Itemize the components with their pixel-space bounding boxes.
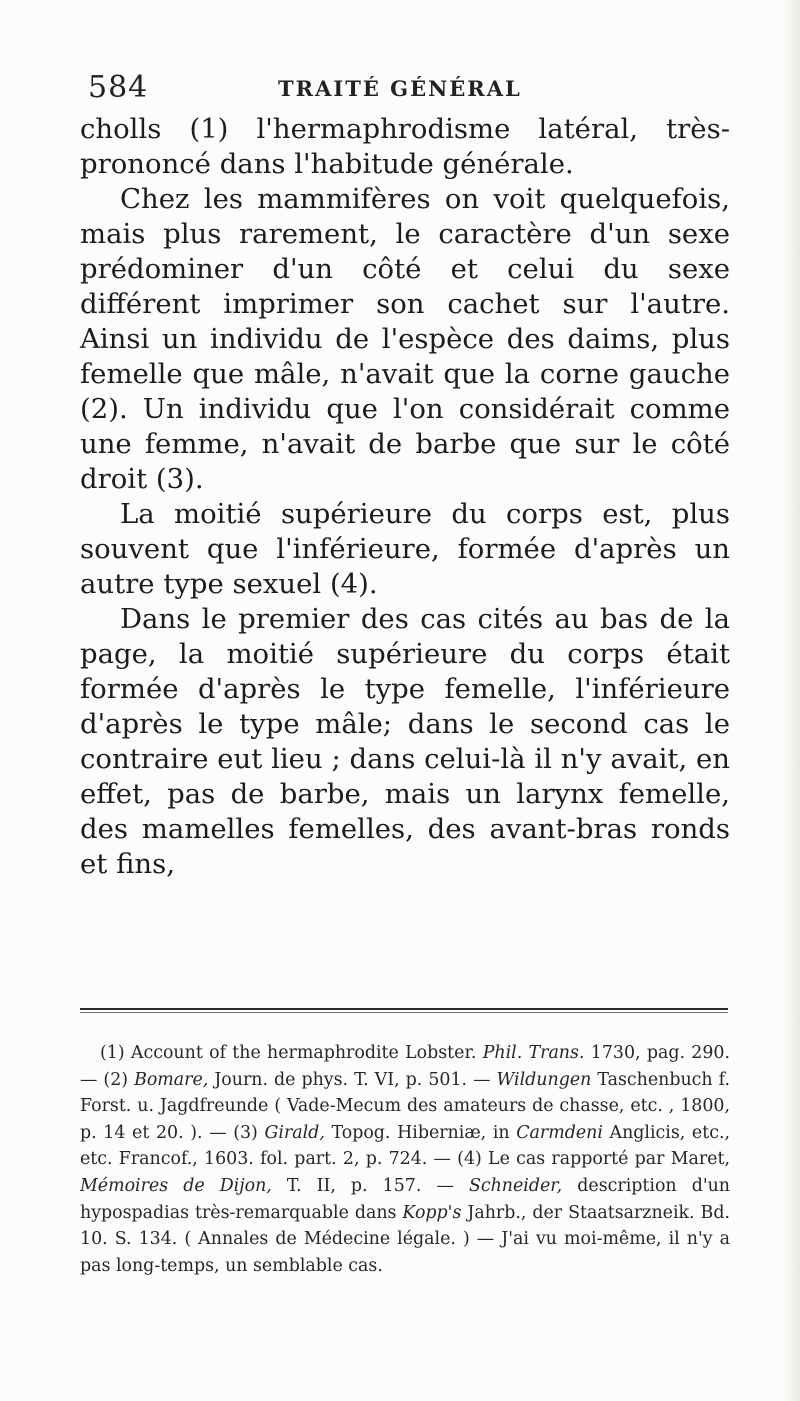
paragraph-1: cholls (1) l'hermaphrodisme latéral, très-prononcé dans l'habitude générale. (80, 113, 730, 180)
footnotes (80, 1040, 730, 1279)
footnote-italic: Schneider, (468, 1175, 563, 1196)
footnote-text: Taschenbuch f. Forst. u. Jagdfreunde ( Vade-Mecum des amateurs de chasse, etc. , 1800, p. 14 et 20. ). — (3) (80, 1069, 730, 1143)
footnote-italic: Kopp's (402, 1202, 462, 1223)
footnote-text: (1) Account of the hermaphrodite Lobster. (100, 1043, 483, 1063)
footnote-divider-thin (80, 1012, 728, 1013)
footnote-italic: Carmdeni (516, 1122, 603, 1143)
footnote-text: Journ. de phys. T. VI, p. 501. — (208, 1069, 497, 1090)
footnote-text: description d'un hypospadias très-remarquable dans (80, 1175, 731, 1223)
footnote-italic: Wildungen (496, 1069, 592, 1090)
footnote-divider (80, 1008, 728, 1010)
footnote-text: Topog. Hiberniæ, in (324, 1122, 517, 1143)
footnote-text: Jahrb., der Staatsarzneik. Bd. 10. S. 134. ( Annales de Médecine légale. ) — J'ai vu moi-même, il n'y a pas long-temps, un semblable cas. (80, 1202, 730, 1276)
paragraph-3: La moitié supérieure du corps est, plus souvent que l'inférieure, formée d'après un autre type sexuel (4). (80, 498, 730, 600)
running-title: TRAITÉ GÉNÉRAL (278, 76, 522, 101)
page-edge-shadow (782, 0, 800, 1401)
footnote-text: T. II, p. 157. — (271, 1175, 469, 1196)
main-text (80, 112, 730, 882)
page-number: 584 (88, 70, 149, 105)
paragraph-2: Chez les mammifères on voit quelquefois, mais plus rarement, le caractère d'un sexe prédominer d'un côté et celui du sexe différent imprimer son cachet sur l'autre. Ainsi un individu de l'espèce des daims, plus femelle que mâle, n'avait que la corne gauche (2). Un individu que l'on considérait comme une femme, n'avait de barbe que sur le côté droit (3). (80, 183, 730, 495)
footnote-text: Anglicis, etc., etc. Francof., 1603. fol. part. 2, p. 724. — (4) Le cas rapporté par Maret, (80, 1122, 730, 1170)
footnote-text: 1730, pag. 290. — (2) (80, 1043, 730, 1090)
footnote-italic: Mémoires de Dijon, (80, 1175, 272, 1196)
paragraph-4: Dans le premier des cas cités au bas de la page, la moitié supérieure du corps était formée d'après le type femelle, l'inférieure d'après le type mâle; dans le second cas le contraire eut lieu ; dans celui-là il n'y avait, en effet, pas de barbe, mais un larynx femelle, des mamelles femelles, des avant-bras ronds et fins, (80, 603, 730, 880)
footnote-italic: Phil. Trans. (482, 1043, 585, 1063)
footnote-italic: Bomare, (134, 1069, 209, 1090)
running-head (88, 70, 728, 110)
footnote-italic: Girald, (264, 1122, 325, 1143)
footnote-block (80, 1040, 730, 1279)
